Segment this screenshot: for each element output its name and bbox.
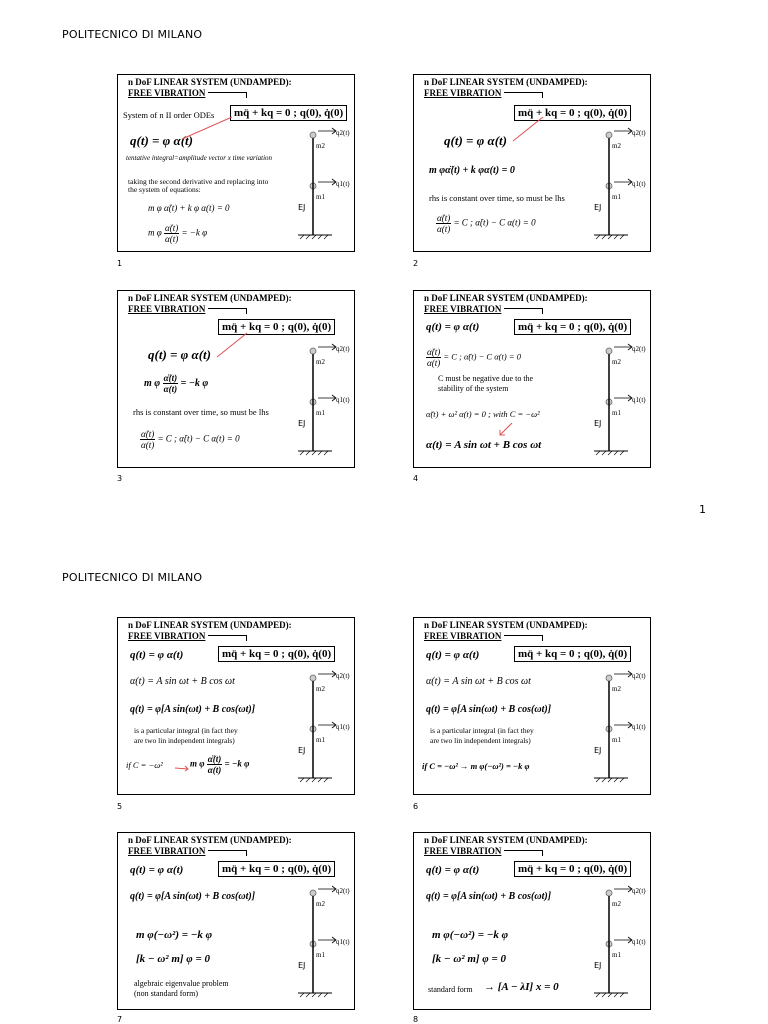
eq-part: m φ bbox=[148, 227, 162, 238]
m1-label: m1 bbox=[612, 409, 621, 417]
slide-number: 7 bbox=[117, 1015, 123, 1024]
fraction bbox=[436, 213, 451, 234]
eigen-equation-2: [k − ω² m] φ = 0 bbox=[432, 953, 507, 965]
m1-label: m1 bbox=[316, 193, 325, 201]
if-condition: if C = −ω² → m φ(−ω²) = −k φ bbox=[422, 761, 530, 771]
bracket-connector bbox=[208, 635, 247, 641]
page-header: POLITECNICO DI MILANO bbox=[62, 571, 203, 584]
slide-number: 5 bbox=[117, 802, 123, 811]
eq-part: = C ; α̈(t) − C α(t) = 0 bbox=[443, 351, 521, 362]
equation-2 bbox=[190, 754, 249, 775]
rhs-text: rhs is constant over time, so must be lhs bbox=[429, 193, 565, 203]
equation-box: mq̈ + kq = 0 ; q(0), q̇(0) bbox=[514, 861, 631, 877]
numerator: α̈(t) bbox=[207, 754, 222, 764]
red-arrow bbox=[174, 764, 190, 772]
q1-label: q1(t) bbox=[336, 396, 350, 404]
slide-2 bbox=[413, 74, 651, 252]
slide-subtitle: FREE VIBRATION bbox=[424, 631, 502, 641]
slide-number: 3 bbox=[117, 474, 123, 483]
equation-box: mq̈ + kq = 0 ; q(0), q̇(0) bbox=[230, 105, 347, 121]
q1-label: q1(t) bbox=[632, 723, 646, 731]
bracket-connector bbox=[208, 92, 247, 98]
taking-text-1: taking the second derivative and replacing into bbox=[128, 177, 269, 186]
equation-box: mq̈ + kq = 0 ; q(0), q̇(0) bbox=[514, 105, 631, 121]
eq-part: = −k φ bbox=[181, 227, 208, 238]
m1-label: m1 bbox=[316, 736, 325, 744]
slide-subtitle: FREE VIBRATION bbox=[128, 631, 206, 641]
q2-label: q2(t) bbox=[632, 672, 646, 680]
q-equation: q(t) = φ α(t) bbox=[130, 649, 184, 661]
eigen-equation-1: m φ(−ω²) = −k φ bbox=[136, 929, 213, 941]
m2-label: m2 bbox=[612, 142, 621, 150]
bracket-connector bbox=[208, 308, 247, 314]
page-number: 1 bbox=[699, 503, 706, 516]
slide-subtitle: FREE VIBRATION bbox=[424, 304, 502, 314]
q2-label: q2(t) bbox=[336, 887, 350, 895]
fraction bbox=[140, 429, 155, 450]
ej-label: EJ bbox=[594, 419, 602, 428]
slide-number: 6 bbox=[413, 802, 419, 811]
eq-part: m φ bbox=[190, 758, 205, 769]
numerator: α̈(t) bbox=[427, 347, 441, 357]
slide-subtitle: FREE VIBRATION bbox=[424, 846, 502, 856]
slide-1 bbox=[117, 74, 355, 252]
standard-form-equation: → [A − λI] x = 0 bbox=[484, 981, 559, 993]
m1-label: m1 bbox=[612, 951, 621, 959]
eq-part: = −k φ bbox=[180, 377, 209, 389]
eq-part: = C ; α̈(t) − C α(t) = 0 bbox=[453, 217, 536, 228]
particular-text-2: are two lin independent integrals) bbox=[134, 736, 235, 745]
q-equation: q(t) = φ α(t) bbox=[148, 347, 211, 362]
q-solution: q(t) = φ[A sin(ωt) + B cos(ωt)] bbox=[130, 891, 256, 902]
slide-number: 4 bbox=[413, 474, 419, 483]
q-equation: q(t) = φ α(t) bbox=[130, 864, 184, 876]
q1-label: q1(t) bbox=[336, 180, 350, 188]
ej-label: EJ bbox=[298, 746, 306, 755]
m1-label: m1 bbox=[612, 193, 621, 201]
slide-title: n DoF LINEAR SYSTEM (UNDAMPED): bbox=[424, 293, 588, 303]
q2-label: q2(t) bbox=[632, 887, 646, 895]
q2-label: q2(t) bbox=[336, 129, 350, 137]
oscillator-equation: α̈(t) + ω² α(t) = 0 ; with C = −ω² bbox=[426, 409, 540, 419]
equation-2 bbox=[148, 223, 207, 244]
fraction bbox=[207, 754, 222, 775]
m1-label: m1 bbox=[612, 736, 621, 744]
equation-box: mq̈ + kq = 0 ; q(0), q̇(0) bbox=[514, 646, 631, 662]
bracket-connector bbox=[504, 308, 543, 314]
q-solution: q(t) = φ[A sin(ωt) + B cos(ωt)] bbox=[130, 704, 256, 715]
if-condition: if C = −ω² bbox=[126, 760, 163, 770]
slide-subtitle: FREE VIBRATION bbox=[424, 88, 502, 98]
denominator: α(t) bbox=[163, 384, 178, 394]
bracket-connector bbox=[504, 850, 543, 856]
denominator: α(t) bbox=[164, 234, 179, 244]
red-arrow bbox=[496, 421, 516, 441]
eq-part: = C ; α̈(t) − C α(t) = 0 bbox=[157, 433, 240, 444]
c-equation bbox=[140, 429, 240, 450]
m2-label: m2 bbox=[316, 358, 325, 366]
red-arrow bbox=[178, 115, 238, 145]
fraction bbox=[164, 223, 179, 244]
ode-text: System of n II order ODEs bbox=[123, 110, 215, 120]
slide-5 bbox=[117, 617, 355, 795]
slide-8 bbox=[413, 832, 651, 1010]
m2-label: m2 bbox=[612, 900, 621, 908]
algebraic-text-2: (non standard form) bbox=[134, 989, 198, 998]
denominator: α(t) bbox=[437, 224, 451, 234]
numerator: α̈(t) bbox=[141, 429, 155, 439]
fraction bbox=[163, 373, 178, 394]
algebraic-text-1: algebraic eigenvalue problem bbox=[134, 979, 229, 988]
q2-label: q2(t) bbox=[632, 129, 646, 137]
m2-label: m2 bbox=[316, 685, 325, 693]
bracket-connector bbox=[504, 92, 543, 98]
equation-box: mq̈ + kq = 0 ; q(0), q̇(0) bbox=[218, 646, 335, 662]
equation-2 bbox=[144, 373, 208, 394]
particular-text-1: is a particular integral (in fact they bbox=[134, 726, 238, 735]
q-equation: q(t) = φ α(t) bbox=[426, 321, 480, 333]
q1-label: q1(t) bbox=[632, 396, 646, 404]
numerator: α̈(t) bbox=[437, 213, 451, 223]
solution-equation: α(t) = A sin ωt + B cos ωt bbox=[426, 439, 542, 451]
slide-subtitle: FREE VIBRATION bbox=[128, 304, 206, 314]
m2-label: m2 bbox=[316, 142, 325, 150]
slide-number: 1 bbox=[117, 259, 123, 268]
rhs-text: rhs is constant over time, so must be lhs bbox=[133, 407, 269, 417]
slide-subtitle: FREE VIBRATION bbox=[128, 88, 206, 98]
slide-title: n DoF LINEAR SYSTEM (UNDAMPED): bbox=[128, 835, 292, 845]
q-equation: q(t) = φ α(t) bbox=[444, 133, 507, 148]
negative-text-1: C must be negative due to the bbox=[438, 374, 534, 383]
eigen-equation-2: [k − ω² m] φ = 0 bbox=[136, 953, 211, 965]
q2-label: q2(t) bbox=[632, 345, 646, 353]
slide-6 bbox=[413, 617, 651, 795]
slide-title: n DoF LINEAR SYSTEM (UNDAMPED): bbox=[424, 835, 588, 845]
slide-subtitle: FREE VIBRATION bbox=[128, 846, 206, 856]
eq-part: m φ bbox=[144, 377, 161, 389]
c-equation bbox=[426, 347, 521, 368]
slide-number: 2 bbox=[413, 259, 419, 268]
ej-label: EJ bbox=[594, 203, 602, 212]
solution-equation: α(t) = A sin ωt + B cos ωt bbox=[426, 676, 531, 687]
ej-label: EJ bbox=[298, 203, 306, 212]
bracket-connector bbox=[504, 635, 543, 641]
ej-label: EJ bbox=[594, 961, 602, 970]
ej-label: EJ bbox=[594, 746, 602, 755]
red-arrow bbox=[509, 115, 549, 145]
q2-label: q2(t) bbox=[336, 345, 350, 353]
q-equation: q(t) = φ α(t) bbox=[426, 864, 480, 876]
page-header: POLITECNICO DI MILANO bbox=[62, 28, 203, 41]
slide-7 bbox=[117, 832, 355, 1010]
red-arrow bbox=[213, 331, 253, 361]
slide-3 bbox=[117, 290, 355, 468]
equation-1: m φ α̈(t) + k φ α(t) = 0 bbox=[148, 203, 230, 213]
equation-box: mq̈ + kq = 0 ; q(0), q̇(0) bbox=[218, 861, 335, 877]
m1-label: m1 bbox=[316, 409, 325, 417]
solution-equation: α(t) = A sin ωt + B cos ωt bbox=[130, 676, 235, 687]
equation-box: mq̈ + kq = 0 ; q(0), q̇(0) bbox=[514, 319, 631, 335]
slide-number: 8 bbox=[413, 1015, 419, 1024]
q-equation: q(t) = φ α(t) bbox=[426, 649, 480, 661]
numerator: α̈(t) bbox=[164, 223, 179, 233]
negative-text-2: stability of the system bbox=[438, 384, 509, 393]
slide-title: n DoF LINEAR SYSTEM (UNDAMPED): bbox=[128, 293, 292, 303]
m1-label: m1 bbox=[316, 951, 325, 959]
equation-1: m φα̈(t) + k φα(t) = 0 bbox=[429, 165, 515, 176]
q1-label: q1(t) bbox=[632, 938, 646, 946]
q-solution: q(t) = φ[A sin(ωt) + B cos(ωt)] bbox=[426, 891, 552, 902]
q-solution: q(t) = φ[A sin(ωt) + B cos(ωt)] bbox=[426, 704, 552, 715]
particular-text-2: are two lin independent integrals) bbox=[430, 736, 531, 745]
tentative-text: tentative integral=amplitude vector x time variation bbox=[126, 154, 273, 162]
denominator: α(t) bbox=[207, 765, 222, 775]
m2-label: m2 bbox=[612, 358, 621, 366]
numerator: α̈(t) bbox=[163, 373, 178, 383]
q1-label: q1(t) bbox=[632, 180, 646, 188]
q2-label: q2(t) bbox=[336, 672, 350, 680]
bracket-connector bbox=[208, 850, 247, 856]
slide-title: n DoF LINEAR SYSTEM (UNDAMPED): bbox=[424, 620, 588, 630]
slide-title: n DoF LINEAR SYSTEM (UNDAMPED): bbox=[128, 77, 292, 87]
c-equation bbox=[436, 213, 536, 234]
q1-label: q1(t) bbox=[336, 723, 350, 731]
ej-label: EJ bbox=[298, 961, 306, 970]
fraction bbox=[426, 347, 441, 368]
denominator: α(t) bbox=[141, 440, 155, 450]
eigen-equation-1: m φ(−ω²) = −k φ bbox=[432, 929, 509, 941]
slide-4 bbox=[413, 290, 651, 468]
slide-title: n DoF LINEAR SYSTEM (UNDAMPED): bbox=[424, 77, 588, 87]
particular-text-1: is a particular integral (in fact they bbox=[430, 726, 534, 735]
q1-label: q1(t) bbox=[336, 938, 350, 946]
q-equation: q(t) = φ α(t) bbox=[130, 133, 193, 148]
taking-text-2: the system of equations: bbox=[128, 185, 201, 194]
m2-label: m2 bbox=[316, 900, 325, 908]
standard-form-text: standard form bbox=[428, 985, 473, 994]
m2-label: m2 bbox=[612, 685, 621, 693]
slide-title: n DoF LINEAR SYSTEM (UNDAMPED): bbox=[128, 620, 292, 630]
ej-label: EJ bbox=[298, 419, 306, 428]
equation-box: mq̈ + kq = 0 ; q(0), q̇(0) bbox=[218, 319, 335, 335]
eq-part: = −k φ bbox=[224, 758, 250, 769]
denominator: α(t) bbox=[427, 358, 441, 368]
